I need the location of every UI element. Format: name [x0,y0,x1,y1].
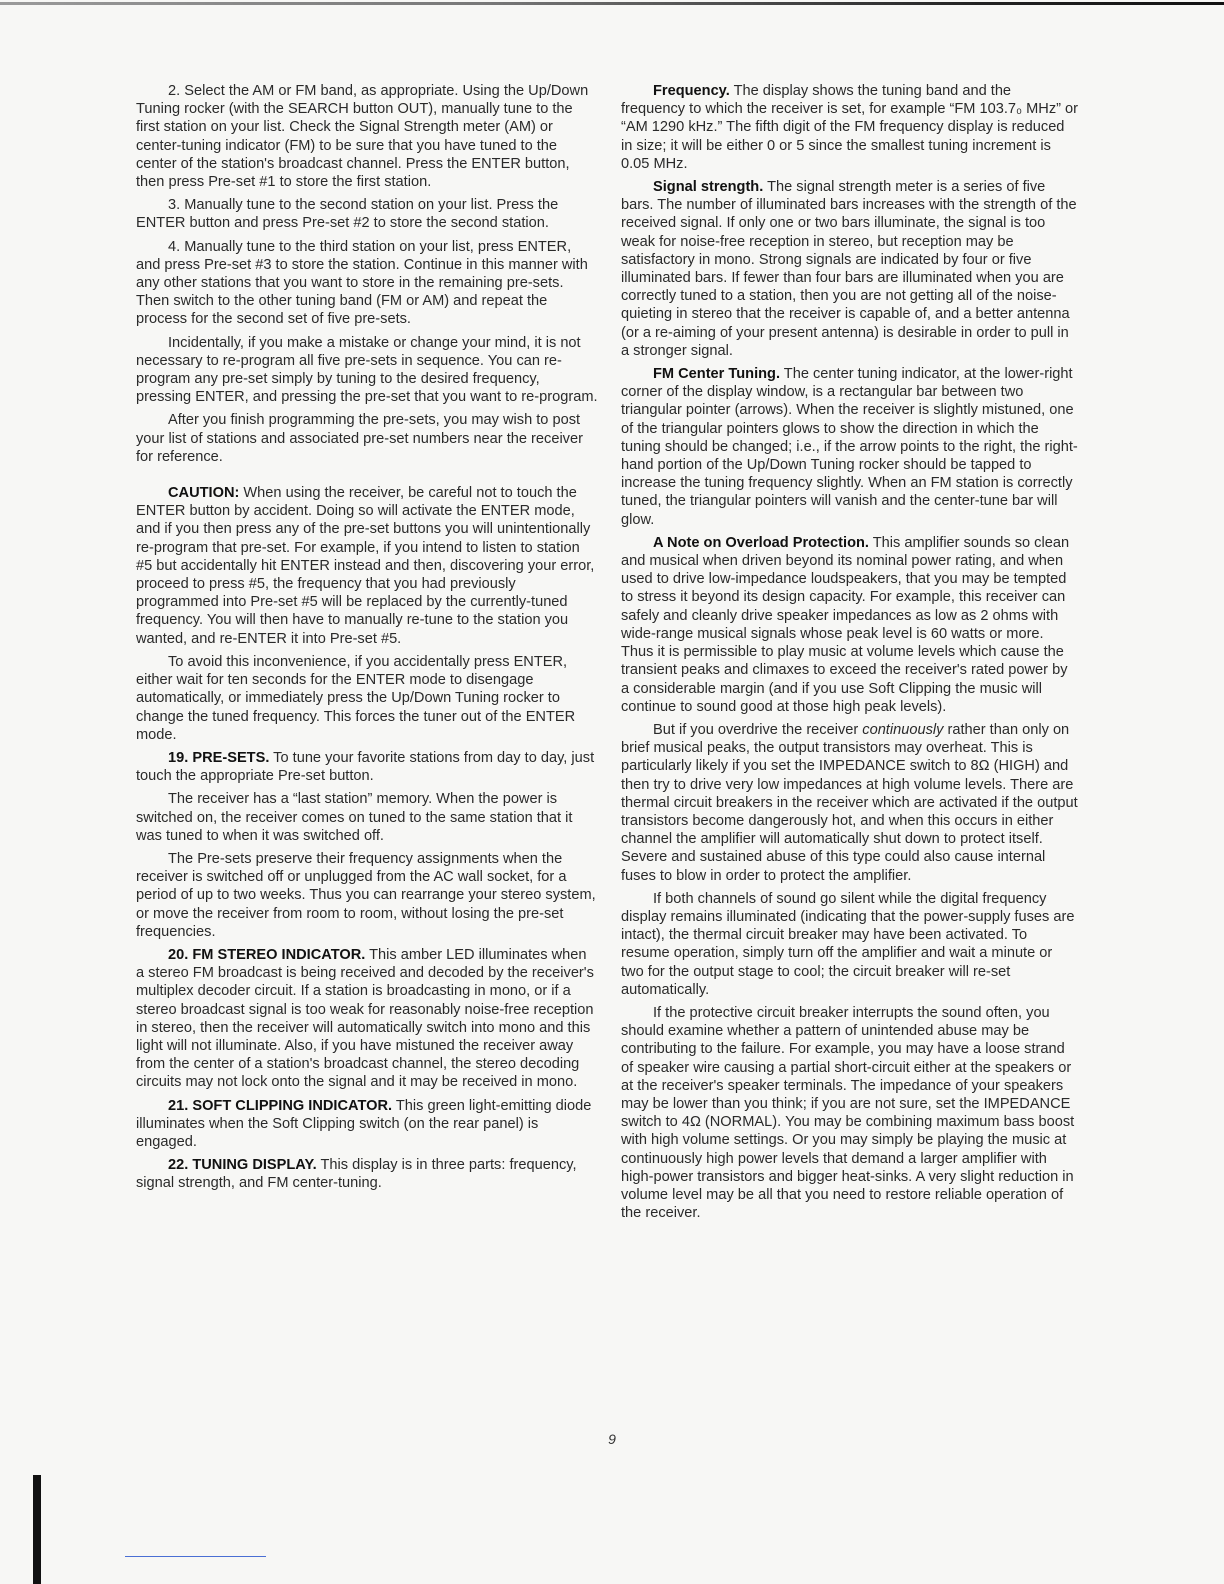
presets-heading: 19. PRE-SETS. [168,749,270,766]
paragraph-step-2: 2. Select the AM or FM band, as appropriate. Using the Up/Down Tuning rocker (with the SEARCH button OUT), manually tune to the first station on your list. Check the Signal Strength meter (AM) or center-tuning indicator (FM) to be sure that you have tuned to the center of the station's broadcast channel. Press the ENTER button, then press Pre-set #1 to store the first station. [136,83,589,191]
right-column [621,82,1079,1227]
overdrive-emphasis: continuously [862,721,944,738]
fm-center-tuning-text: The center tuning indicator, at the lower-right corner of the display window, is a rectangular bar between two triangular pointer (arrows). When the receiver is slightly mistuned, one of the triangular pointers glows to show the direction in which the tuning should be changed; i.e., if the arrow points to the right, the right-hand portion of the Up/Down Tuning rocker should be tapped to increase the tuning frequency slightly. When an FM station is correctly tuned, the triangular pointers will vanish and the center-tune bar will glow. [621,366,1078,528]
paragraph-step-3: 3. Manually tune to the second station on your list. Press the ENTER button and press Pre-set #2 to store the second station. [136,197,559,232]
section-frequency [621,82,1079,173]
section-tuning-display [136,1156,598,1192]
section-overload-protection [621,534,1079,716]
section-presets [136,749,598,785]
tuning-display-text: This display is in three parts: frequency, signal strength, and FM center-tuning. [136,1157,577,1192]
section-signal-strength [621,178,1079,360]
scan-edge-mark [33,1475,41,1584]
section-fm-center-tuning [621,365,1079,529]
left-column [136,82,598,1198]
paragraph-step-4: 4. Manually tune to the third station on your list, press ENTER, and press Pre-set #3 to store the station. Continue in this manner with any other stations that you want to store in the remaining pre-sets. Then switch to the other tuning band (FM or AM) and repeat the process for the second set of five pre-sets. [136,238,588,328]
paragraph-incidentally: Incidentally, if you make a mistake or change your mind, it is not necessary to re-program all five pre-sets in sequence. You can re-program any pre-set simply by tuning to the desired frequency, pressing ENTER, and pressing the pre-set that you want to re-program. [136,334,598,406]
paragraph-channels-silent: If both channels of sound go silent while the digital frequency display remains illuminated (indicating that the power-supply fuses are intact), the thermal circuit breaker may have been activated. To resume operation, simply turn off the amplifier and wait a minute or two for the output stage to cool; the circuit breaker will re-set automatically. [621,890,1075,998]
soft-clipping-heading: 21. SOFT CLIPPING INDICATOR. [168,1097,393,1114]
overdrive-text-after: rather than only on brief musical peaks, the output transistors may overheat. This is particularly likely if you set the IMPEDANCE switch to 8Ω (HIGH) and then try to drive very low impedances at high volume levels. There are thermal circuit breakers in the receiver which are activated if the output transistors become dangerously hot, and when this occurs in either channel the amplifier will automatically shut down to protect itself. Severe and sustained abuse of this type could also cause internal fuses to blow in order to protect the amplifier. [621,721,1078,884]
section-fm-stereo-indicator [136,946,598,1092]
paragraph-last-station: The receiver has a “last station” memory. When the power is switched on, the receiver comes on tuned to the same station that it was tuned to when it was switched off. [136,791,573,844]
paragraph-overdrive [621,721,1079,885]
presets-text: To tune your favorite stations from day to day, just touch the appropriate Pre-set button. [136,749,595,785]
signal-strength-heading: Signal strength. [653,179,764,196]
paragraph-presets-preserve: The Pre-sets preserve their frequency assignments when the receiver is switched off or unplugged from the AC wall socket, for a period of up to two weeks. Thus you can rearrange your stereo system, or move the receiver from room to room, without losing the pre-set frequencies. [136,850,596,940]
paragraph-avoid-inconvenience: To avoid this inconvenience, if you accidentally press ENTER, either wait for ten seconds for the ENTER mode to disengage automatically, or immediately press the Up/Down Tuning rocker to change the tuned frequency. This forces the tuner out of the ENTER mode. [136,653,576,743]
fm-stereo-text: This amber LED illuminates when a stereo FM broadcast is being received and decoded by the receiver's multiplex decoder circuit. If a station is broadcasting in mono, or if a stereo broadcast signal is too weak for reasonably noise-free reception in stereo, then the receiver will automatically switch into mono and this light will not illuminate. Also, if you have mistuned the receiver away from the center of a station's broadcast channel, the stereo decoding circuits may not lock onto the signal and it may be received in mono. [136,946,594,1091]
scan-underline-mark [125,1556,266,1557]
overdrive-text-before: But if you overdrive the receiver [653,721,863,738]
tuning-display-heading: 22. TUNING DISPLAY. [168,1157,317,1174]
overload-protection-heading: A Note on Overload Protection. [653,534,869,551]
frequency-heading: Frequency. [653,83,730,99]
top-rule [0,2,1224,5]
caution-paragraph [136,484,598,648]
caution-text: When using the receiver, be careful not to touch the ENTER button by accident. Doing so will activate the ENTER mode, and if you then press any of the pre-set buttons you will unintentionally re-program that pre-set. For example, if you intend to listen to station #5 but accidentally hit ENTER instead and then, discovering your error, proceed to press #5, the frequency that you had previously programmed into Pre-set #5 will be replaced by the currently-tuned frequency. You will then have to manually re-tune to the station you wanted, and re-ENTER it into Pre-set #5. [136,485,595,647]
paragraph-protective-breaker: If the protective circuit breaker interrupts the sound often, you should examine whether a pattern of unintended abuse may be contributing to the failure. For example, you may have a loose strand of speaker wire causing a partial short-circuit either at the speakers or at the receiver's speaker terminals. The impedance of your speakers may be lower than you think; if you are not sure, set the IMPEDANCE switch to 4Ω (NORMAL). You may be combining maximum bass boost with high volume settings. Or you may simply be playing the music at continuously high power levels that demand a larger amplifier with high-power transistors and bigger heat-sinks. A very slight reduction in volume level may be all that you need to restore reliable operation of the receiver. [621,1004,1075,1222]
fm-stereo-heading: 20. FM STEREO INDICATOR. [168,946,366,963]
paragraph-after-programming: After you finish programming the pre-sets, you may wish to post your list of stations and associated pre-set numbers near the receiver for reference. [136,412,583,465]
fm-center-tuning-heading: FM Center Tuning. [653,366,781,383]
section-soft-clipping-indicator [136,1097,598,1152]
page-number: 9 [608,1431,616,1447]
caution-label: CAUTION: [168,485,240,502]
soft-clipping-text: This green light-emitting diode illuminates when the Soft Clipping switch (on the rear panel) is engaged. [136,1097,592,1150]
overload-protection-text: This amplifier sounds so clean and musical when driven beyond its nominal power rating, and when used to drive low-impedance loudspeakers, that you may be tempted to stress it beyond its design capacity. For example, this receiver can safely and cleanly drive speaker impedances as low as 2 ohms with wide-range musical signals whose peak level is 60 watts or more. Thus it is permissible to play music at volume levels which cause the transient peaks and climaxes to exceed the receiver's rated power by a considerable margin (and if you use Soft Clipping the music will continue to sound good at those high peak levels). [621,534,1070,715]
frequency-text: The display shows the tuning band and the frequency to which the receiver is set, for example “FM 103.7₀ MHz” or “AM 1290 kHz.” The fifth digit of the FM frequency display is reduced in size; it will be either 0 or 5 since the smallest tuning increment is 0.05 MHz. [621,83,1079,172]
signal-strength-text: The signal strength meter is a series of five bars. The number of illuminated bars increases with the strength of the received signal. If only one or two bars illuminate, the signal is too weak for noise-free reception in stereo, but reception may be satisfactory in mono. Strong signals are indicated by four or five illuminated bars. If fewer than four bars are illuminated when you are correctly tuned to a station, then you are not getting all of the noise-quieting in stereo that the receiver is capable of, and a better antenna (or a re-aiming of your present antenna) is desirable in order to pull in a stronger signal. [621,179,1077,359]
